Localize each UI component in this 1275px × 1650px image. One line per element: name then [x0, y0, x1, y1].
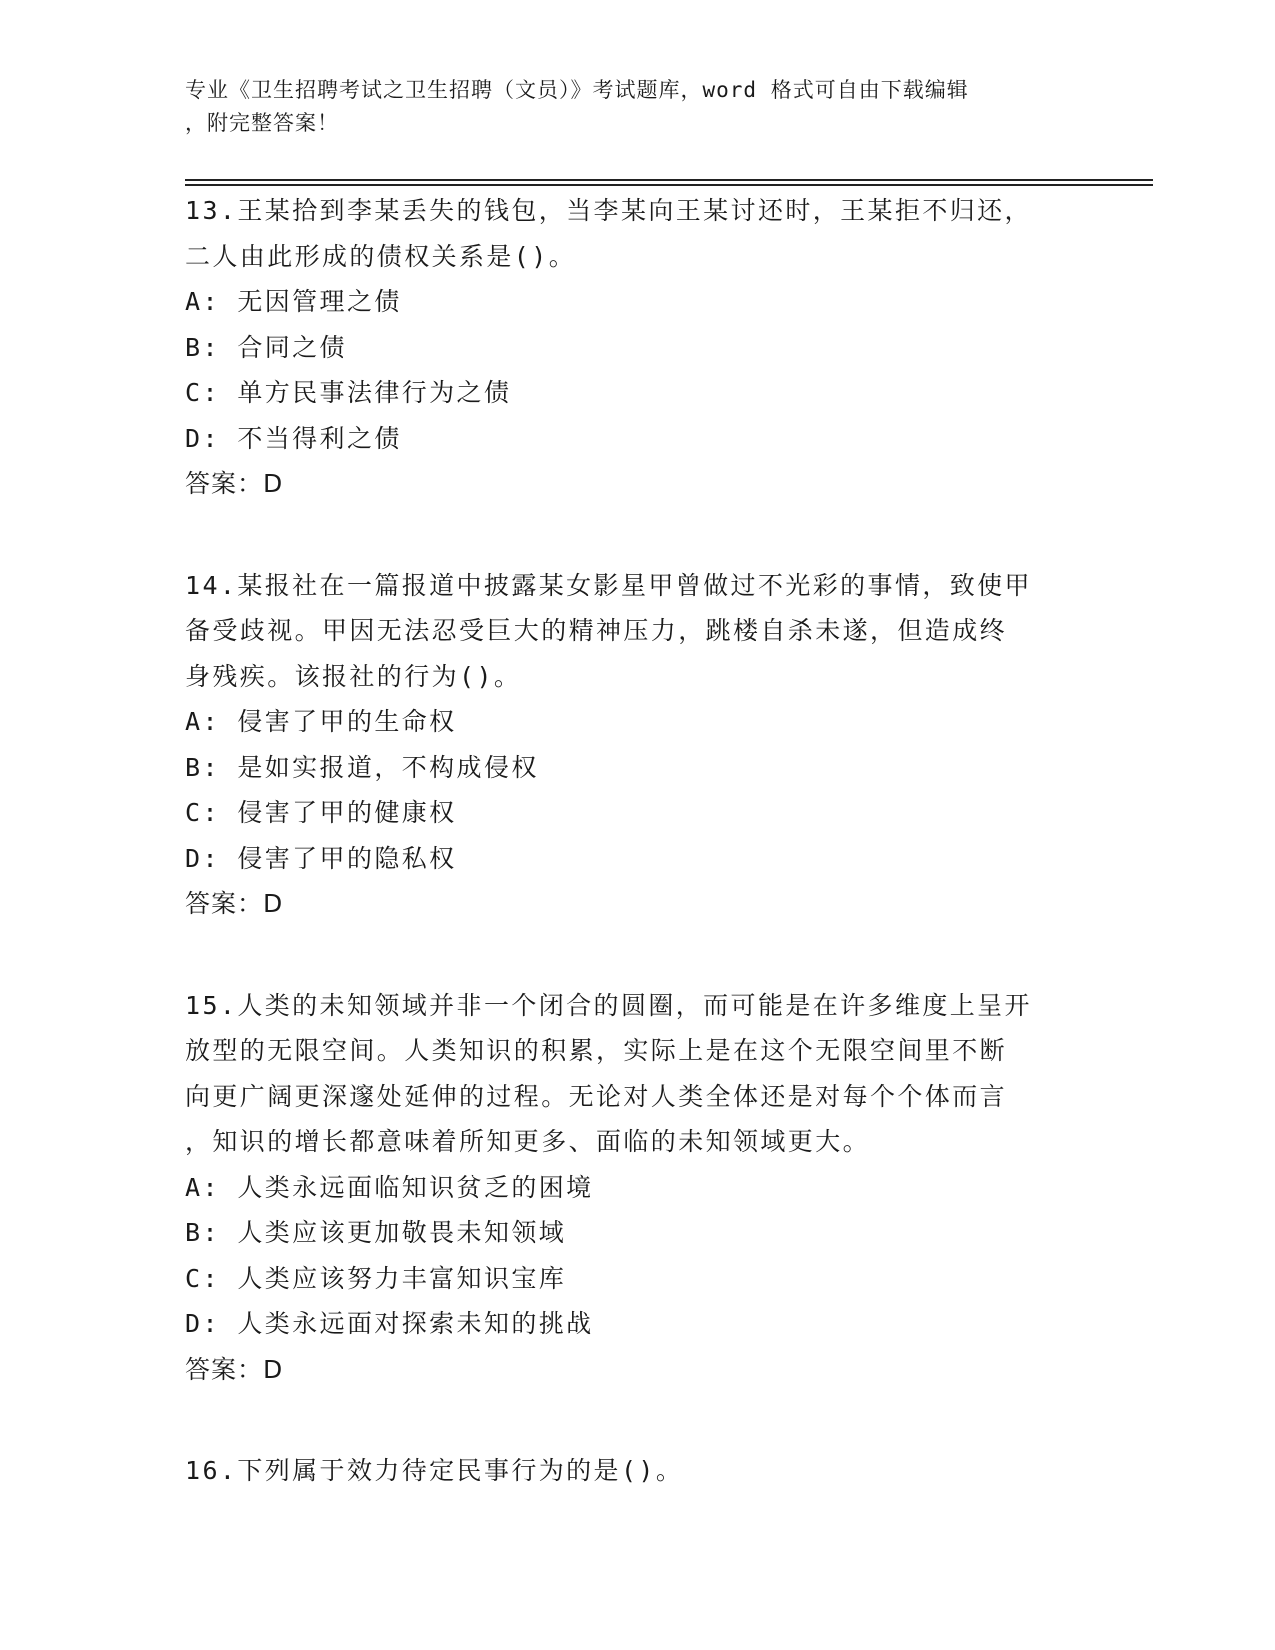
question-text-line: 14.某报社在一篇报道中披露某女影星甲曾做过不光彩的事情，致使甲: [185, 570, 1032, 600]
question-text-line: 15.人类的未知领域并非一个闭合的圆圈，而可能是在许多维度上呈开: [185, 990, 1032, 1020]
question-13: [185, 188, 1075, 507]
option-d: D: 侵害了甲的隐私权: [185, 843, 457, 873]
document-header: [185, 74, 1065, 140]
header-line-1: 专业《卫生招聘考试之卫生招聘（文员）》考试题库，word 格式可自由下载编辑: [185, 78, 969, 102]
question-text-line: 13.王某拾到李某丢失的钱包，当李某向王某讨还时，王某拒不归还，: [185, 196, 1032, 225]
option-b: B: 是如实报道，不构成侵权: [185, 752, 539, 782]
question-text-line: 备受歧视。甲因无法忍受巨大的精神压力，跳楼自杀未遂，但造成终: [185, 616, 1008, 645]
option-a: A: 无因管理之债: [185, 287, 402, 316]
question-16: [185, 1448, 1075, 1494]
header-line-2: ，附完整答案！: [185, 111, 339, 135]
answer-label: 答案：D: [185, 1354, 284, 1384]
option-d: D: 人类永远面对探索未知的挑战: [185, 1309, 594, 1338]
option-a: A: 侵害了甲的生命权: [185, 707, 457, 736]
header-divider-top: [185, 179, 1153, 181]
question-text-line: ，知识的增长都意味着所知更多、面临的未知领域更大。: [185, 1127, 871, 1156]
question-text-line: 身残疾。该报社的行为()。: [185, 661, 522, 691]
option-b: B: 人类应该更加敬畏未知领域: [185, 1218, 567, 1247]
option-c: C: 侵害了甲的健康权: [185, 798, 457, 827]
question-text-line: 向更广阔更深邃处延伸的过程。无论对人类全体还是对每个个体而言: [185, 1081, 1008, 1111]
option-d: D: 不当得利之债: [185, 423, 402, 453]
question-15: [185, 983, 1075, 1393]
option-c: C: 单方民事法律行为之债: [185, 378, 512, 407]
question-text-line: 二人由此形成的债权关系是()。: [185, 241, 577, 271]
answer-label: 答案：D: [185, 889, 284, 918]
option-a: A: 人类永远面临知识贫乏的困境: [185, 1172, 594, 1202]
question-list: [185, 188, 1075, 1550]
question-text-line: 16.下列属于效力待定民事行为的是()。: [185, 1456, 684, 1485]
header-divider-bottom: [185, 184, 1153, 186]
answer-label: 答案：D: [185, 469, 284, 498]
question-text-line: 放型的无限空间。人类知识的积累，实际上是在这个无限空间里不断: [185, 1036, 1008, 1065]
option-b: B: 合同之债: [185, 332, 347, 362]
question-14: [185, 563, 1075, 927]
option-c: C: 人类应该努力丰富知识宝库: [185, 1263, 567, 1293]
